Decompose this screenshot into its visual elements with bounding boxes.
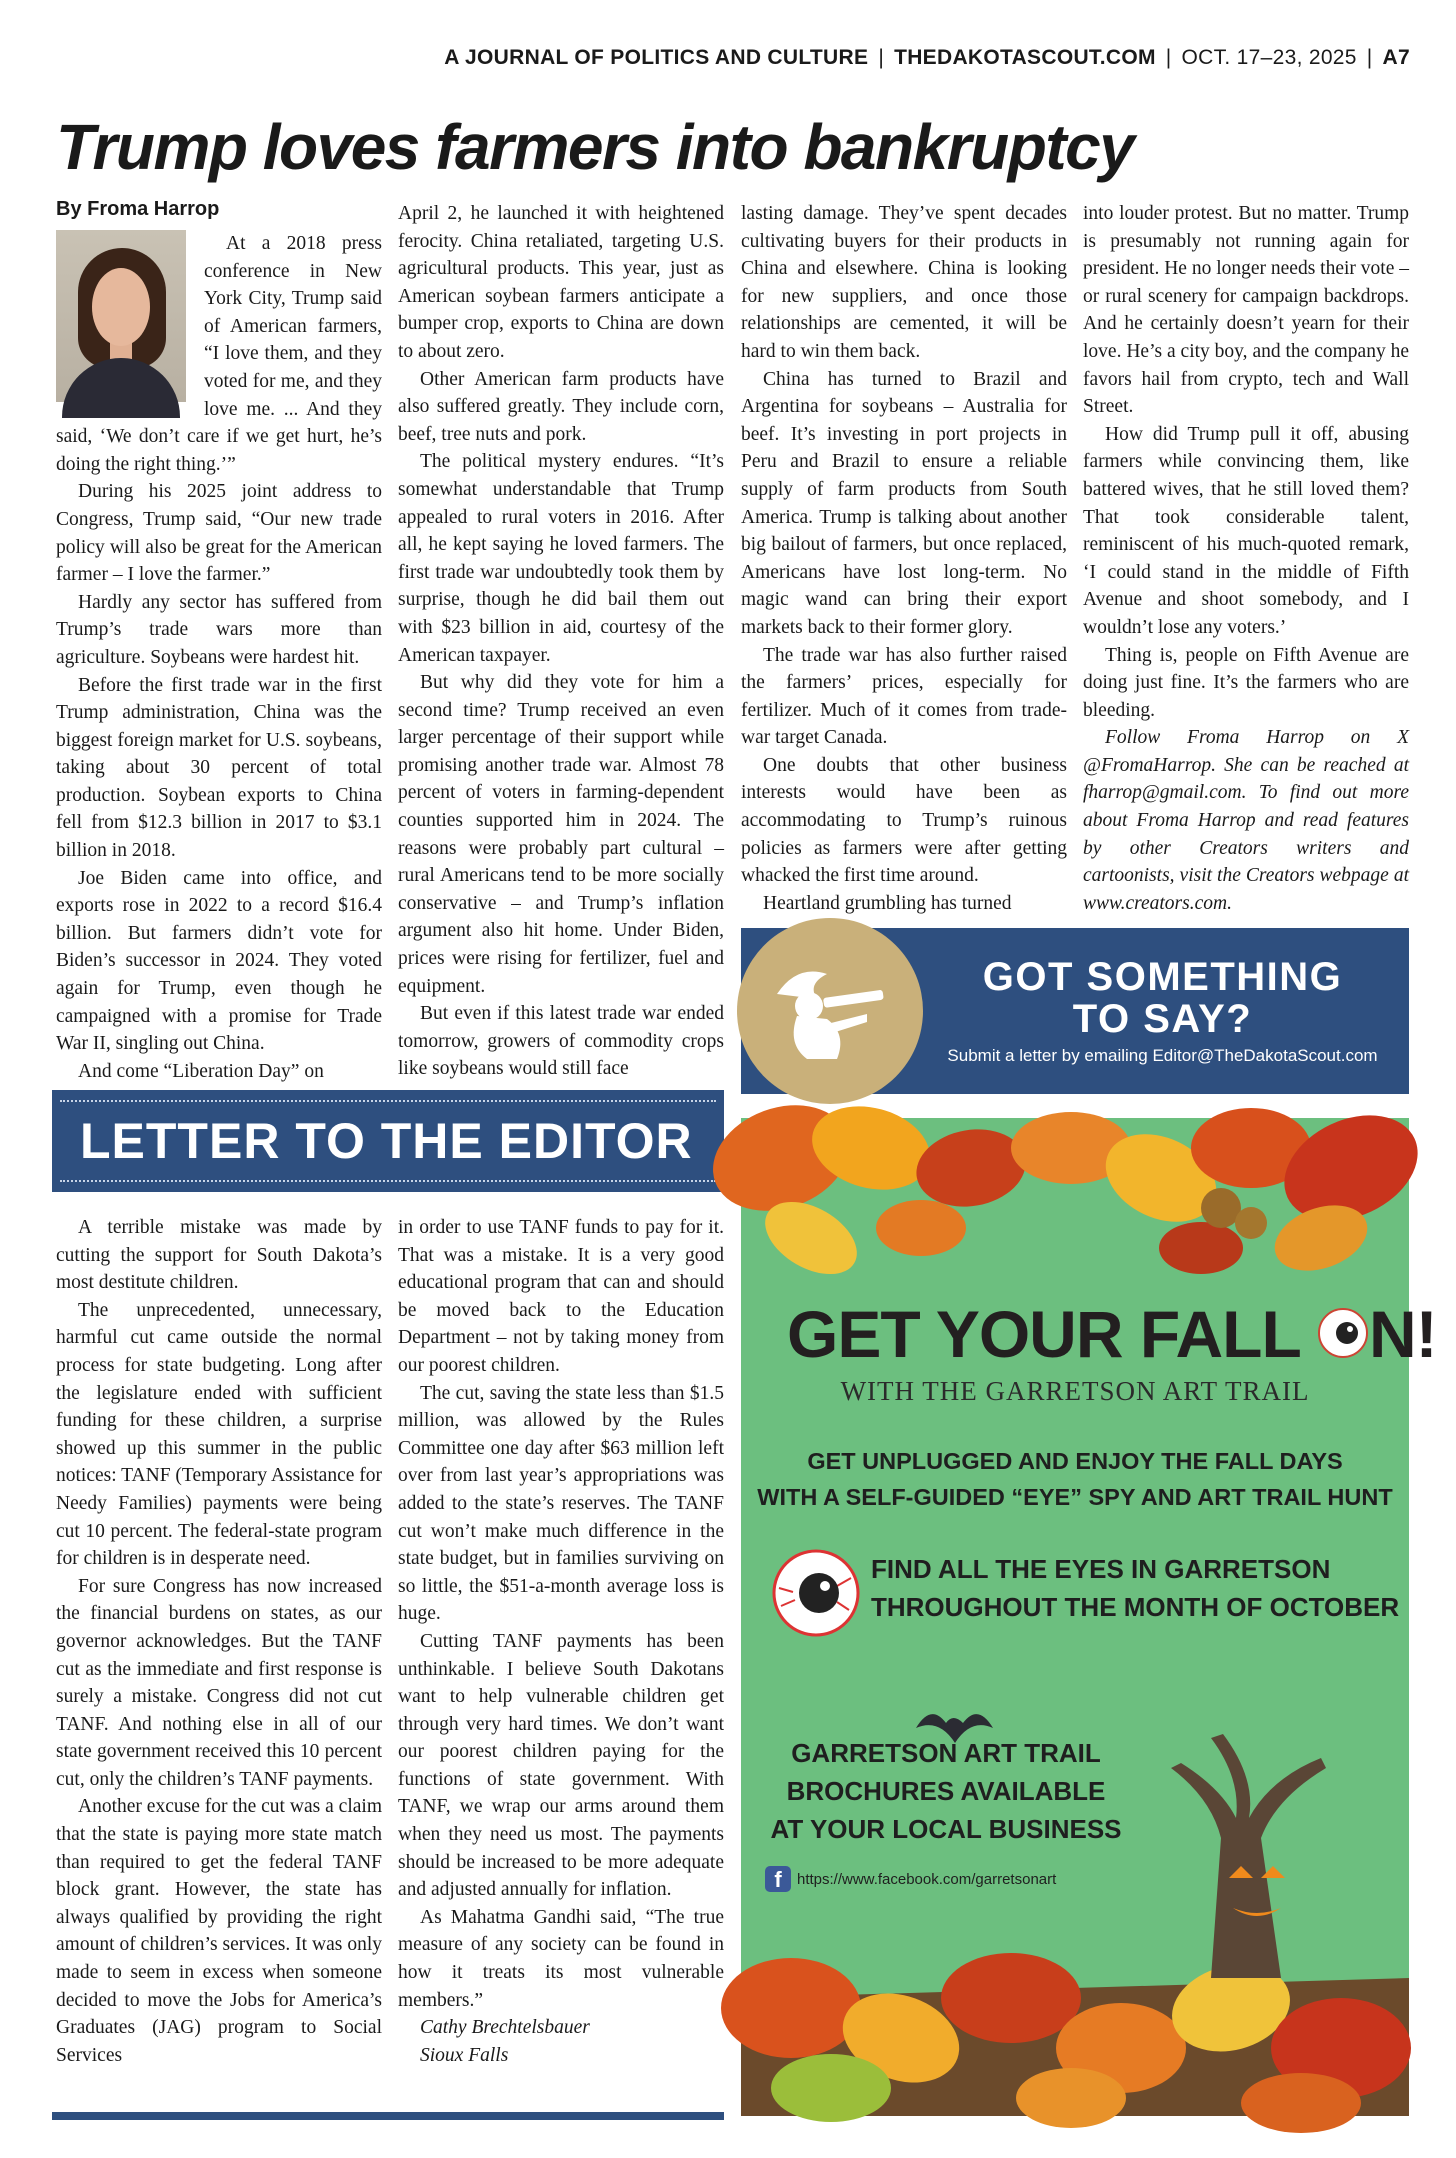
paragraph: The political mystery endures. “It’s somewhat understandable that Trump appealed to rural voters in 2016. After all, he kept saying he loved farmers. The first trade war undoubtedly took them by surprise, though he did bail them out with $23 billion in aid, courtesy of the American taxpayer.	[398, 451, 724, 666]
paragraph: in order to use TANF funds to pay for it. That was a mistake. It is a very good educational program that can and should be moved back to the Education Department – not by taking money from our poorest children.	[398, 1217, 724, 1376]
paragraph: Heartland grumbling has turned	[763, 892, 1012, 914]
paragraph: China has turned to Brazil and Argentina for soybeans – Australia for beef. It’s investing in port projects in Peru and Brazil to ensure a reliable supply of farm products from South America. Trump is talking about another big bailout of farmers, but once replaced, Americans have lost long-term. No magic wand can bring their export markets back to their former glory.	[741, 368, 1067, 638]
paragraph: During his 2025 joint address to Congress, Trump said, “Our new trade policy will also be great for the American farmer – I love the farmer.”	[56, 481, 382, 586]
page-number: A7	[1382, 46, 1410, 69]
paragraph: As Mahatma Gandhi said, “The true measure of any society can be found in how it treats its most vulnerable members.”	[398, 1906, 724, 2011]
paragraph: Cutting TANF payments has been unthinkable. I believe South Dakotans want to help vulnerable children get through very hard times. We don’t want our poorest children paying for the functions of state government. With TANF, we wrap our arms around them when they need us most. The payments should be increased to be more adequate and adjusted annually for inflation.	[398, 1630, 724, 1901]
spooky-tree-icon	[1171, 1734, 1326, 1978]
paragraph: Other American farm products have also suffered greatly. They include corn, beef, tree nuts and pork.	[398, 368, 724, 445]
paragraph: lasting damage. They’ve spent decades cultivating buyers for their products in China and elsewhere. China is looking for new suppliers, and once those relationships are cemented, it will be hard to win them back.	[741, 203, 1067, 362]
paragraph: At a 2018 press conference in New York City, Trump said of American farmers, “I love them, and they voted for me, and they love me. ... And they said, ‘We don’t care if we get hurt, he’s doing the right thing.’”	[56, 233, 382, 475]
letter-column-2	[398, 1214, 724, 2100]
garretson-art-trail-ad	[741, 1118, 1437, 2116]
facebook-icon: f	[765, 1866, 791, 1892]
paragraph: April 2, he launched it with heightened ferocity. China retaliated, targeting U.S. agricultural products. This year, just as American soybean farmers anticipate a bumper crop, exports to China are down to about zero.	[398, 203, 724, 362]
section-name: A JOURNAL OF POLITICS AND CULTURE	[444, 46, 869, 69]
paragraph: How did Trump pull it off, abusing farmers while convincing them, like battered wives, that he still loved them? That took considerable talent, reminiscent of his much-quoted remark, ‘I could stand in the middle of Fifth Avenue and shoot somebody, and I wouldn’t lose any voters.’	[1083, 423, 1409, 638]
paragraph: Before the first trade war in the first Trump administration, China was the biggest foreign market for U.S. soybeans, taking about 30 percent of total production. Soybean exports to China fell from $12.3 billion in 2017 to $3.1 billion in 2018.	[56, 674, 382, 862]
letter-signature-city: Sioux Falls	[420, 2044, 509, 2066]
scout-logo-icon	[737, 918, 923, 1104]
letter-to-editor-banner	[52, 1090, 724, 1192]
paragraph: One doubts that other business interests would have been as accommodating to Trump’s ruinous policies as farmers were after getting whacked the first time around.	[741, 754, 1067, 887]
eyeball-icon	[771, 1548, 861, 1638]
paragraph: Joe Biden came into office, and exports rose in 2022 to a record $16.4 billion. But farmers didn’t vote for Biden’s successor in 2024. They voted again for Trump, even though he campaigned with a promise for Trade War II, singling out China.	[56, 867, 382, 1055]
facebook-link[interactable]	[765, 1866, 1056, 1892]
editorial-column-1	[56, 230, 382, 1082]
byline: By Froma Harrop	[56, 198, 220, 220]
paragraph: But even if this latest trade war ended tomorrow, growers of commodity crops like soybeans would still face	[398, 1003, 724, 1080]
letters-callout	[741, 928, 1409, 1094]
editorial-column-4	[1083, 200, 1409, 914]
paragraph: Another excuse for the cut was a claim that the state is paying more state match than required to get the federal TANF block grant. However, the state has always qualified by providing the right amount of children’s services. It was only made to seem in excess when someone decided to move the Jobs for America’s Graduates (JAG) program to Social Services	[56, 1796, 382, 2066]
ad-find-line: THROUGHOUT THE MONTH OF OCTOBER	[871, 1592, 1400, 1622]
paragraph: A terrible mistake was made by cutting the support for South Dakota’s most destitute children.	[56, 1217, 382, 1294]
paragraph: The unprecedented, unnecessary, harmful cut came outside the normal process for state budgeting. Long after the legislature ended with sufficient funding for these children, a surprise showed up this summer in the public notices: TANF (Temporary Assistance for Needy Families) payments were being cut 10 percent. The federal-state program for children is in desperate need.	[56, 1299, 382, 1570]
facebook-url[interactable]: https://www.facebook.com/garretsonart	[797, 1870, 1057, 1888]
header-separator: |	[1165, 46, 1172, 69]
article-headline: Trump loves farmers into bankruptcy	[56, 111, 1134, 183]
editorial-column-3	[741, 200, 1067, 914]
letter-signature-name: Cathy Brechtelsbauer	[420, 2017, 590, 2039]
callout-title-line: GOT SOMETHING	[982, 955, 1343, 999]
paragraph: But why did they vote for him a second time? Trump received an even larger percentage of their support while promising another trade war. Almost 78 percent of voters in farming-dependent counties supported him in 2024. The reasons were probably part cultural – rural Americans tend to be more socially conservative – and Trump’s inflation argument also hit home. Under Biden, prices were rising for fertilizer, fuel and equipment.	[398, 672, 724, 997]
paragraph: into louder protest. But no matter. Trump is presumably not running again for president. He no longer needs their vote – or rural scenery for campaign backdrops. And he certainly doesn’t yearn for their love. He’s a city boy, and the company he favors hail from crypto, tech and Wall Street.	[1083, 203, 1409, 418]
ad-title-text: GET YOUR FALL	[787, 1297, 1300, 1371]
ad-title	[787, 1296, 1437, 1372]
callout-title	[916, 956, 1409, 1040]
callout-subtitle: Submit a letter by emailing Editor@TheDakotaScout.com	[947, 1046, 1378, 1065]
header-separator: |	[878, 46, 885, 69]
callout-title-line: TO SAY?	[1072, 997, 1253, 1041]
ad-line: GET UNPLUGGED AND ENJOY THE FALL DAYS	[807, 1448, 1343, 1474]
editorial-column-2	[398, 200, 724, 1082]
ad-subtitle: WITH THE GARRETSON ART TRAIL	[840, 1376, 1310, 1406]
ad-brochure-line: BROCHURES AVAILABLE	[786, 1776, 1106, 1806]
issue-date: OCT. 17–23, 2025	[1181, 46, 1357, 69]
paragraph: Thing is, people on Fifth Avenue are doing just fine. It’s the farmers who are bleeding.	[1083, 644, 1409, 721]
paragraph: The trade war has also further raised the farmers’ prices, especially for fertilizer. Much of it comes from trade-war target Canada.	[741, 644, 1067, 749]
site-name: THEDAKOTASCOUT.COM	[894, 46, 1156, 69]
ad-title-end: N!	[1368, 1297, 1437, 1371]
ad-brochure-line: AT YOUR LOCAL BUSINESS	[770, 1814, 1122, 1844]
page-header	[444, 46, 1410, 70]
ad-line: WITH A SELF-GUIDED “EYE” SPY AND ART TRAIL HUNT	[757, 1484, 1393, 1510]
banner-title: LETTER TO THE EDITOR	[80, 1113, 693, 1169]
ad-brochure-line: GARRETSON ART TRAIL	[791, 1738, 1101, 1768]
paragraph: Hardly any sector has suffered from Trump’s trade wars more than agriculture. Soybeans were hardest hit.	[56, 591, 382, 668]
ad-find-line: FIND ALL THE EYES IN GARRETSON	[871, 1554, 1331, 1584]
letter-column-1	[56, 1214, 382, 2100]
paragraph: For sure Congress has now increased the financial burdens on states, as our governor acknowledges. But the TANF cut as the immediate and first response is surely a mistake. Congress did not cut TANF. And nothing else in all of our state government received this 10 percent cut, only the children’s TANF payments.	[56, 1575, 382, 1790]
paragraph: The cut, saving the state less than $1.5 million, was allowed by the Rules Committee one day after $63 million left over from last year’s appropriations was added to the state’s reserves. The TANF cut won’t make much difference in the state budget, but in families surviving on so little, the $51-a-month average loss is huge.	[398, 1382, 724, 1625]
bottom-rule	[52, 2112, 724, 2120]
eyeball-icon	[1317, 1307, 1369, 1359]
header-separator: |	[1366, 46, 1373, 69]
author-tagline: Follow Froma Harrop on X @FromaHarrop. She can be reached at fharrop@gmail.com. To find out more about Froma Harrop and read features by other Creators writers and cartoonists, visit the Creators webpage at www.creators.com.	[1083, 727, 1409, 914]
paragraph: And come “Liberation Day” on	[78, 1060, 324, 1082]
